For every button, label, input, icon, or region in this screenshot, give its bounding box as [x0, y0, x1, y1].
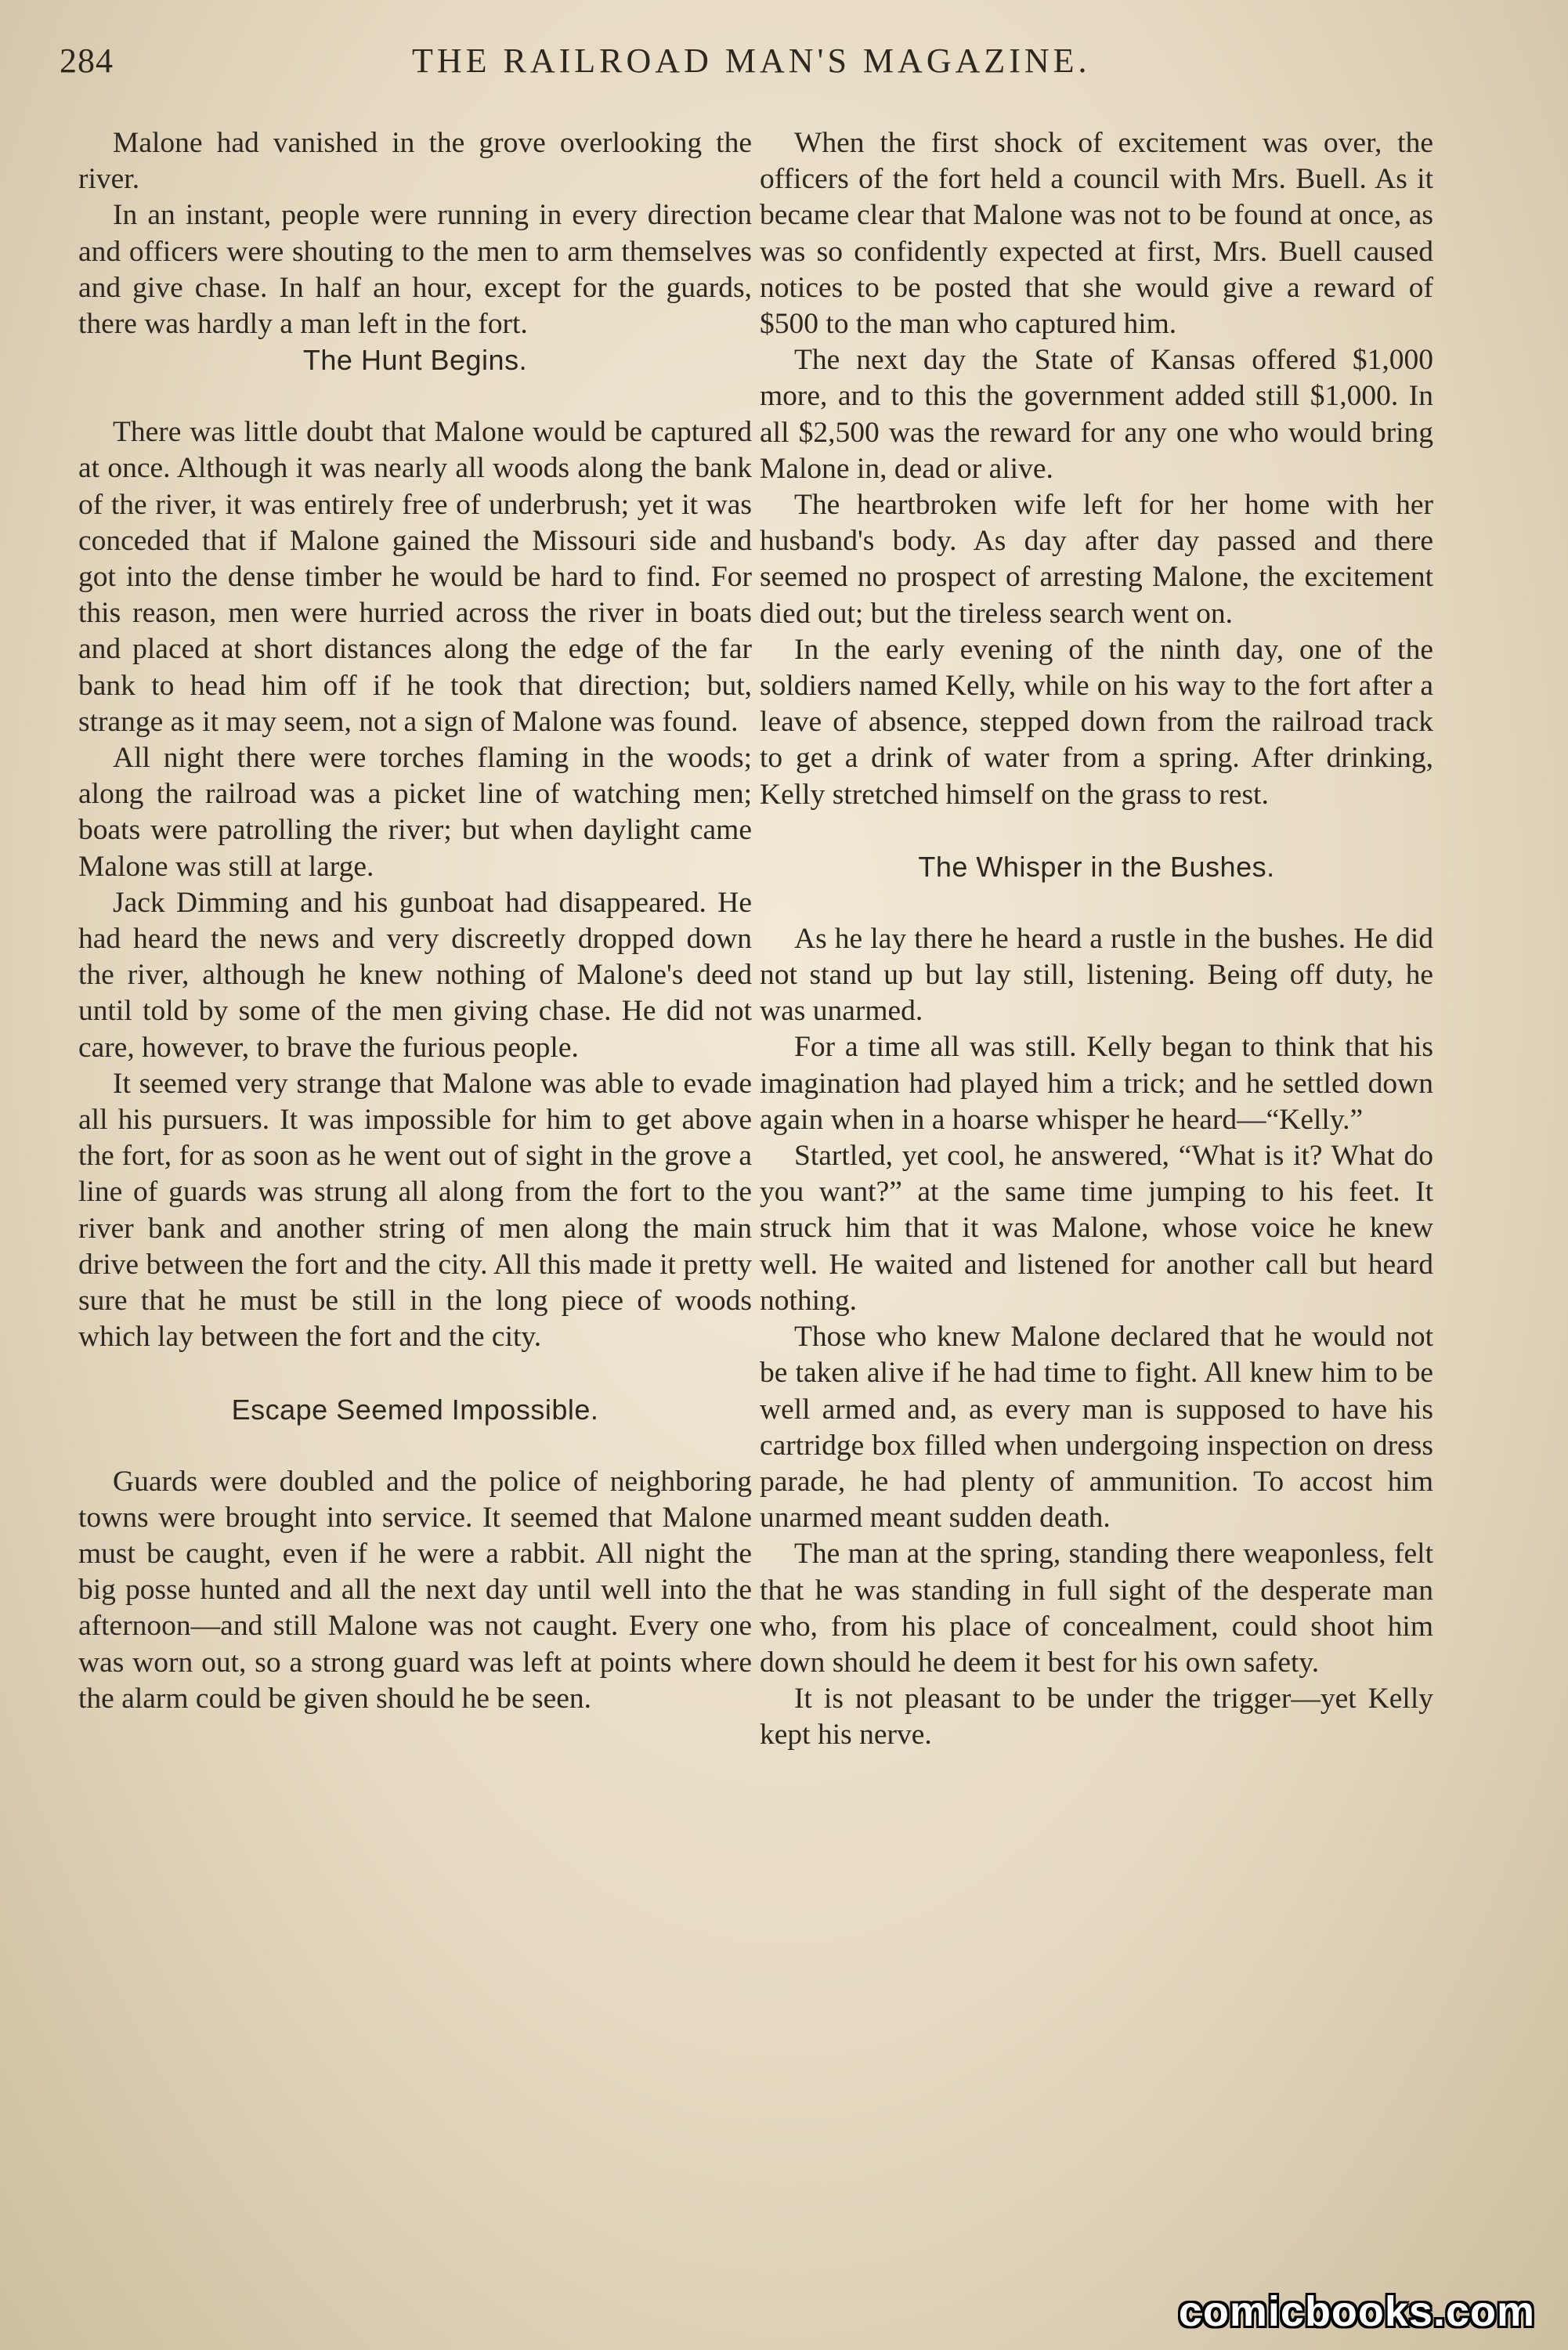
right-column	[760, 125, 1433, 1754]
paragraph: In an instant, people were running in every direction and officers were shouting to the men to arm themselves and give chase. In half an hour, except for the guards, there was hardly a man left in the fort.	[78, 199, 752, 341]
page-number: 284	[60, 42, 114, 80]
paragraph: The next day the State of Kansas offered $1,000 more, and to this the government added still $1,000. In all $2,500 was the reward for any one who would bring Malone in, dead or alive.	[760, 344, 1433, 485]
paragraph: Malone had vanished in the grove overlooking the river.	[78, 127, 752, 196]
paragraph: All night there were torches flaming in the woods; along the railroad was a picket line of watching men; boats were patrolling the river; but when daylight came Malone was still at large.	[78, 742, 752, 883]
paragraph: Jack Dimming and his gunboat had disappeared. He had heard the news and very discreetly dropped down the river, although he knew nothing of Malone's deed until told by some of the men giving chase. He did not care, however, to brave the furious people.	[78, 886, 752, 1064]
paragraph: For a time all was still. Kelly began to think that his imagination had played him a trick; and he settled down again when in a hoarse whisper he heard—“Kelly.”	[760, 1031, 1433, 1136]
page-header	[60, 41, 1516, 96]
running-title: THE RAILROAD MAN'S MAGAZINE.	[412, 42, 1091, 80]
subheading: Escape Seemed Impossible.	[231, 1393, 599, 1426]
paragraph: Startled, yet cool, he answered, “What is it? What do you want?” at the same time jumping to his feet. It struck him that it was Malone, whose voice he knew well. He waited and listened for another call but heard nothing.	[760, 1140, 1433, 1317]
subheading: The Whisper in the Bushes.	[918, 850, 1275, 883]
paragraph: As he lay there he heard a rustle in the bushes. He did not stand up but lay still, listening. Being off duty, he was unarmed.	[760, 922, 1433, 1028]
watermark-logo: comicbooks.com	[1178, 2288, 1535, 2335]
paragraph: Those who knew Malone declared that he would not be taken alive if he had time to fight. All knew him to be well armed and, as every man is supposed to have his cartridge box filled when undergoing inspection on dress parade, he had plenty of ammunition. To accost him unarmed meant sudden death.	[760, 1321, 1433, 1535]
subheading: The Hunt Begins.	[302, 344, 528, 377]
paragraph: It is not pleasant to be under the trigger—yet Kelly kept his nerve.	[760, 1683, 1433, 1752]
paragraph: The heartbroken wife left for her home with her husband's body. As day after day passed and there seemed no prospect of arresting Malone, the excitement died out; but the tireless search went on.	[760, 489, 1433, 630]
paragraph: In the early evening of the ninth day, one of the soldiers named Kelly, while on his way to the fort after a leave of absence, stepped down from the railroad track to get a drink of water from a spring. After drinking, Kelly stretched himself on the grass to rest.	[760, 633, 1433, 811]
paragraph: The man at the spring, standing there weaponless, felt that he was standing in full sight of the desperate man who, from his place of concealment, could shoot him down should he deem it best for his own safety.	[760, 1538, 1433, 1679]
paragraph: It seemed very strange that Malone was able to evade all his pursuers. It was impossible for him to get above the fort, for as soon as he went out of sight in the grove a line of guards was strung all along from the fort to the river bank and another string of men along the main drive between the fort and the city. All this made it pretty sure that he must be still in the long piece of woods which lay between the fort and the city.	[78, 1067, 752, 1354]
paragraph: When the first shock of excitement was over, the officers of the fort held a council with Mrs. Buell. As it became clear that Malone was not to be found at once, as was so confidently expected at first, Mrs. Buell caused notices to be posted that she would give a reward of $500 to the man who captured him.	[760, 127, 1433, 341]
left-column	[78, 125, 752, 1717]
paragraph: There was little doubt that Malone would be captured at once. Although it was nearly all woods along the bank of the river, it was entirely free of underbrush; yet it was conceded that if Malone gained the Missouri side and got into the dense timber he would be hard to find. For this reason, men were hurried across the river in boats and placed at short distances along the edge of the far bank to head him off if he took that direction; but, strange as it may seem, not a sign of Malone was found.	[78, 416, 752, 738]
paragraph: Guards were doubled and the police of neighboring towns were brought into service. It seemed that Malone must be caught, even if he were a rabbit. All night the big posse hunted and all the next day until well into the afternoon—and still Malone was not caught. Every one was worn out, so a strong guard was left at points where the alarm could be given should he be seen.	[78, 1465, 752, 1715]
